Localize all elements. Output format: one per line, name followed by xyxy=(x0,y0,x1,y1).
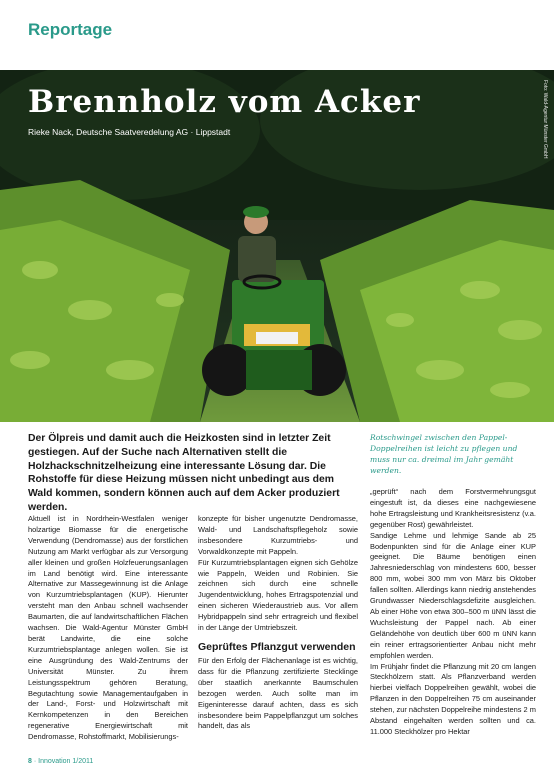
body-column-3 xyxy=(370,487,536,738)
body-paragraph: Im Frühjahr findet die Pflanzung mit 20 cm langen Steckhölzern statt. Als Pflanzverband werden hierbei vielfach Doppelreihen gewählt, wobei die Pflanzen in den Doppelreihen 75 cm auseinander stehen, zur nächsten Doppelreihe mindestens 2 m Abstand eingehalten werden sollten und ca. 11.000 Steckhölzer pro Hektar xyxy=(370,661,536,736)
body-paragraph: Für Kurzumtriebsplantagen eignen sich Gehölze wie Pappeln, Weiden und Robinien. Sie zeichnen sich durch eine schnelle Jugendentwicklung, hohes Ertragspotenzial und einen sicheren Wiederaustrieb aus. Vor allem Hybridpappeln sind sehr ertragreich und flexibel in der Länge der Umtriebszeit. xyxy=(198,557,358,633)
page-number: 8 xyxy=(28,758,32,765)
lead-paragraph: Der Ölpreis und damit auch die Heizkosten sind in letzter Zeit gestiegen. Auf der Suche nach Alternativen stellt die Holzhackschnitzelheizung eine interessante Lösung dar. Die Rohstoffe für diese Heizung müssen nicht unbedingt aus dem Wald kommen, sondern können auch auf dem Acker produziert werden. xyxy=(28,433,340,514)
publication-name: · Innovation 1/2011 xyxy=(33,758,94,765)
body-paragraph: Für den Erfolg der Flächenanlage ist es wichtig, dass für die Pflanzung zertifizierte Stecklinge über staatlich anerkannte Baumschulen bezogen werden. Auch sollte man im Eigeninteresse darauf achten, dass es sich insbesondere beim Pappelpflanzgut um solches handelt, das als xyxy=(198,656,358,731)
body-paragraph: Aktuell ist in Nordrhein-Westfalen weniger holzartige Biomasse für die energetische Verwendung (Dendromasse) aus der forstlichen Nutzung am Markt verfügbar als zur Versorgung aller kleinen und großen Holzfeuerungsanlagen im Land benötigt wird. Eine interessante Alternative zur Massegewinnung ist die Anlage von Kurzumtriebsplantagen (KUP). Hierunter versteht man den Anbau schnell wachsender Baumarten, die auf landwirtschaftlichen Flächen wachsen. Die Wald-Agentur Münster GmbH berät Landwirte, die eine solche Kurzumtriebsplantage anlegen wollen. Sie ist eine Ausgründung des Wald-Zentrums der Universität Münster. Zu ihrem Leistungsspektrum gehören Beratung, Begutachtung sowie Managementaufgaben in der Land-, Forst- und Holzwirtschaft mit Kernkompetenzen in den Bereichen regenerative Energiewirtschaft mit Dendromasse, Rohstoffmarkt, Mobilisierungs- xyxy=(28,514,188,742)
body-column-2 xyxy=(198,514,358,732)
body-column-1 xyxy=(28,514,188,743)
photo-caption: Rotschwingel zwischen den Pappel-Doppelreihen ist leicht zu pflegen und muss nur ca. dreimal im Jahr gemäht werden. xyxy=(370,433,518,475)
page-footer xyxy=(28,758,93,765)
article-title: Brennholz vom Acker xyxy=(28,84,421,120)
body-paragraph: Sandige Lehme und lehmige Sande ab 25 Bodenpunkten sind für die Anlage einer KUP geeignet. Die Bäume benötigen einen Jahresniederschlag von mindestens 600, besser 800 mm, wobei 300 mm von März bis Oktober fallen sollten. Allerdings kann niedrig anstehendes Grundwasser Niederschlagsdefizite ausgleichen. Ab einer Höhe von etwa 300–500 m üNN lässt die Wuchsleistung der Pappel nach. Ab einer Geländehöhe von deutlich über 600 m üNN kann ein reiner ertragsorientierter Anbau nicht mehr empfohlen werden. xyxy=(370,530,536,660)
hero-photo xyxy=(0,70,554,422)
subheading: Geprüftes Pflanzgut verwenden xyxy=(198,640,356,653)
byline: Rieke Nack, Deutsche Saatveredelung AG · Lippstadt xyxy=(28,127,231,137)
body-paragraph: „geprüft“ nach dem Forstvermehrungsgut eingestuft ist, da dieses eine nachgewiesene hohe Ertragsleistung und Krankheitsresistenz (v.a. gegenüber Rost) gewährleistet. xyxy=(370,487,536,529)
body-paragraph: konzepte für bisher ungenutzte Dendromasse, Wald- und Landschaftspflegeholz sowie insbesondere Kurzumtriebs- und Vorwaldkonzepte mit Pappeln. xyxy=(198,514,358,556)
photo-credit: Foto: Wald-Agentur Münster GmbH xyxy=(542,80,548,159)
section-label: Reportage xyxy=(28,20,113,39)
